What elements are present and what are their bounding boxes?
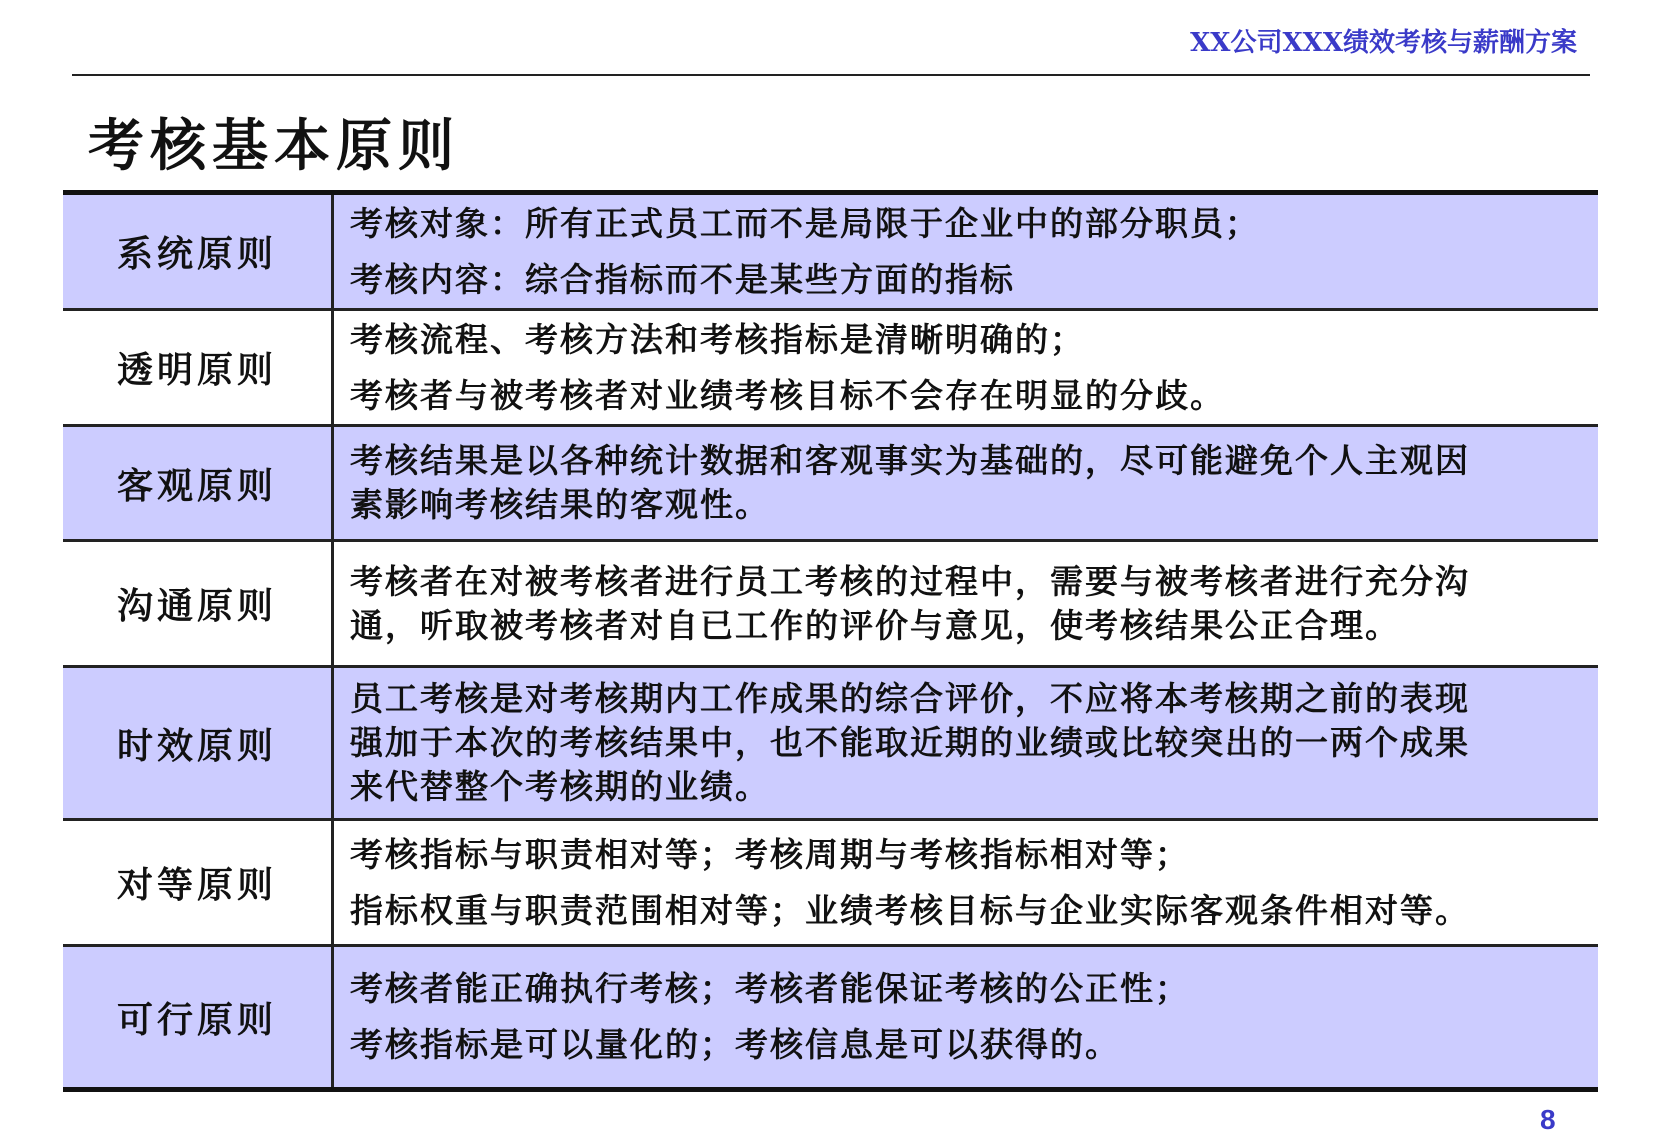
principle-label: 可行原则 (63, 947, 334, 1087)
description-line: 指标权重与职责范围相对等；业绩考核目标与企业实际客观条件相对等。 (350, 890, 1470, 930)
page-title: 考核基本原则 (88, 113, 460, 179)
document-title: XX公司XXX绩效考核与薪酬方案 (1190, 28, 1577, 58)
description-line: 强加于本次的考核结果中，也不能取近期的业绩或比较突出的一两个成果 (350, 723, 1470, 762)
principle-label: 客观原则 (63, 427, 334, 539)
description-line: 考核者能正确执行考核；考核者能保证考核的公正性； (350, 969, 1190, 1008)
description-line: 考核内容：综合指标而不是某些方面的指标 (350, 259, 1015, 299)
principle-label: 沟通原则 (63, 542, 334, 665)
principles-table (63, 190, 1598, 1092)
description-line: 考核指标是可以量化的；考核信息是可以获得的。 (350, 1025, 1120, 1064)
description-line: 员工考核是对考核期内工作成果的综合评价，不应将本考核期之前的表现 (350, 679, 1470, 718)
principle-description (334, 947, 1598, 1087)
page-number: 8 (1540, 1104, 1556, 1135)
table-row (63, 668, 1598, 821)
principle-label: 时效原则 (63, 668, 334, 818)
description-line: 考核指标与职责相对等；考核周期与考核指标相对等； (350, 834, 1190, 874)
table-row (63, 947, 1598, 1087)
description-line: 考核者与被考核者对业绩考核目标不会存在明显的分歧。 (350, 375, 1225, 415)
table-row (63, 542, 1598, 668)
description-line: 考核流程、考核方法和考核指标是清晰明确的； (350, 319, 1085, 359)
principle-description (334, 427, 1598, 539)
table-row (63, 311, 1598, 427)
table-row (63, 427, 1598, 542)
header-divider (72, 74, 1590, 76)
principle-label: 对等原则 (63, 821, 334, 944)
principle-description (334, 311, 1598, 424)
description-line: 来代替整个考核期的业绩。 (350, 767, 770, 806)
principle-description (334, 668, 1598, 818)
description-line: 考核者在对被考核者进行员工考核的过程中，需要与被考核者进行充分沟 (350, 561, 1470, 601)
description-line: 素影响考核结果的客观性。 (350, 485, 770, 524)
table-row (63, 821, 1598, 947)
principle-description (334, 195, 1598, 308)
description-line: 考核结果是以各种统计数据和客观事实为基础的，尽可能避免个人主观因 (350, 441, 1470, 480)
description-line: 通，听取被考核者对自已工作的评价与意见，使考核结果公正合理。 (350, 605, 1400, 645)
principle-label: 系统原则 (63, 195, 334, 308)
principle-label: 透明原则 (63, 311, 334, 424)
description-line: 考核对象：所有正式员工而不是局限于企业中的部分职员； (350, 203, 1260, 243)
principle-description (334, 542, 1598, 665)
principle-description (334, 821, 1598, 944)
table-row (63, 195, 1598, 311)
